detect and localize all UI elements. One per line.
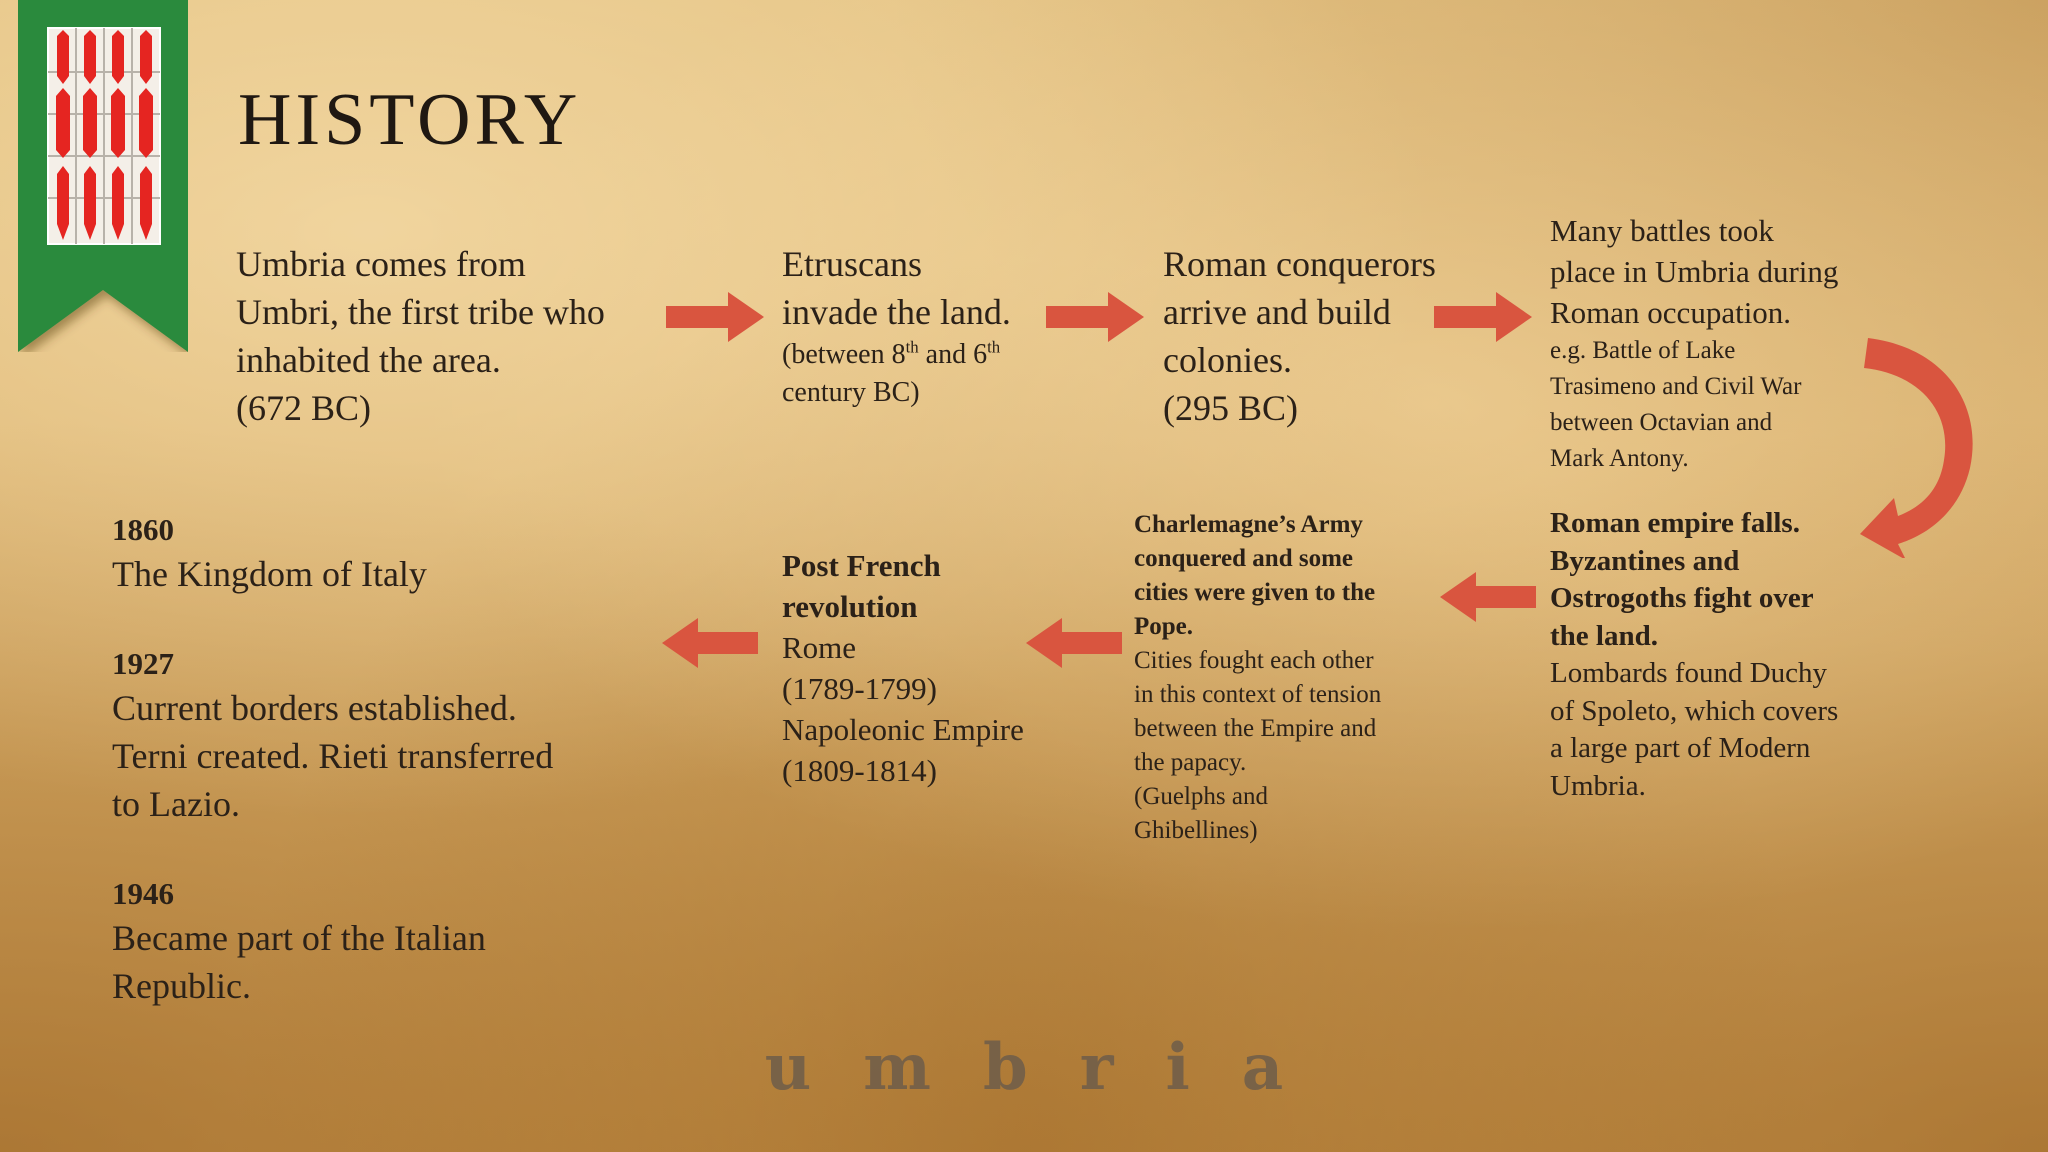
step-text: the papacy. [1134, 749, 1247, 776]
umbria-flag-banner [18, 0, 188, 352]
step-heading: revolution [782, 589, 918, 624]
year-label: 1927 [112, 646, 174, 681]
step-heading: the land. [1550, 619, 1658, 652]
wordmark-letter: i [1165, 1030, 1190, 1105]
umbria-ceri-flag-icon [48, 28, 160, 244]
step-date: (1789-1799) [782, 671, 937, 706]
step-heading: Charlemagne’s Army [1134, 511, 1363, 538]
wordmark-letter: a [1241, 1030, 1284, 1105]
step-heading: Ostrogoths fight over [1550, 582, 1814, 614]
step-heading: Roman empire falls. [1550, 507, 1800, 539]
curved-arrow-icon [1858, 338, 1978, 558]
step-date: (between 8th and 6th [782, 337, 1001, 370]
step-date: (672 BC) [236, 388, 371, 428]
page-title: HISTORY [238, 79, 582, 161]
wordmark-letter: m [863, 1030, 931, 1105]
left-arrow-icon [1440, 572, 1536, 622]
year-label: 1946 [112, 876, 174, 911]
wordmark-letter: u [764, 1030, 812, 1105]
step-note: between Octavian and [1550, 409, 1773, 436]
step-text: (Guelphs and [1134, 783, 1268, 810]
step-text: Umbria comes from [236, 244, 526, 284]
timeline-step-romans [1163, 240, 1436, 432]
step-text: Lombards found Duchy [1550, 657, 1828, 689]
timeline-step-post-french-revolution [782, 545, 1024, 791]
step-text: The Kingdom of Italy [112, 554, 427, 594]
wordmark-letter: r [1079, 1030, 1114, 1105]
right-arrow-icon [666, 292, 764, 342]
step-text: Rome [782, 630, 857, 665]
step-text: Became part of the Italian [112, 918, 486, 958]
timeline-step-empire-falls [1550, 505, 1838, 805]
step-text: place in Umbria during [1550, 254, 1839, 289]
right-arrow-icon [1046, 292, 1144, 342]
step-date: century BC) [782, 377, 920, 408]
step-text: Roman occupation. [1550, 295, 1792, 330]
left-arrow-icon [1026, 618, 1122, 668]
step-text: Terni created. Rieti transferred [112, 736, 554, 776]
step-text: a large part of Modern [1550, 732, 1811, 764]
umbria-wordmark [0, 1030, 2048, 1105]
step-heading: conquered and some [1134, 545, 1354, 572]
timeline-step-charlemagne [1134, 508, 1381, 848]
right-arrow-icon [1434, 292, 1532, 342]
step-text: Etruscans [782, 244, 922, 284]
step-text: Ghibellines) [1134, 817, 1258, 844]
step-text: Many battles took [1550, 213, 1774, 248]
step-text: arrive and build [1163, 292, 1391, 332]
step-text: in this context of tension [1134, 681, 1382, 708]
year-label: 1860 [112, 512, 174, 547]
step-text: Umbria. [1550, 769, 1646, 802]
step-text: Cities fought each other [1134, 647, 1374, 674]
timeline-step-etruscans [782, 240, 1011, 412]
step-note: Mark Antony. [1550, 445, 1689, 472]
step-text: to Lazio. [112, 784, 240, 824]
step-heading: Post French [782, 548, 941, 583]
step-text: invade the land. [782, 292, 1011, 332]
wordmark-letter: b [983, 1030, 1028, 1105]
step-heading: Pope. [1134, 613, 1194, 640]
step-text: Umbri, the first tribe who [236, 292, 605, 332]
step-note: e.g. Battle of Lake [1550, 337, 1736, 364]
step-heading: cities were given to the [1134, 579, 1376, 606]
step-text: Current borders established. [112, 688, 517, 728]
timeline-step-battles [1550, 210, 1838, 477]
step-text: between the Empire and [1134, 715, 1377, 742]
timeline-step-umbri [236, 240, 605, 432]
step-heading: Byzantines and [1550, 544, 1740, 577]
step-date: (1809-1814) [782, 753, 937, 788]
step-date: (295 BC) [1163, 388, 1298, 428]
step-text: inhabited the area. [236, 340, 501, 380]
step-text: colonies. [1163, 340, 1292, 380]
timeline-step-modern-italy [112, 510, 553, 1010]
left-arrow-icon [662, 618, 758, 668]
step-text: Republic. [112, 966, 251, 1006]
step-note: Trasimeno and Civil War [1550, 373, 1802, 400]
step-text: Napoleonic Empire [782, 712, 1024, 747]
step-text: Roman conquerors [1163, 244, 1436, 284]
step-text: of Spoleto, which covers [1550, 694, 1839, 727]
